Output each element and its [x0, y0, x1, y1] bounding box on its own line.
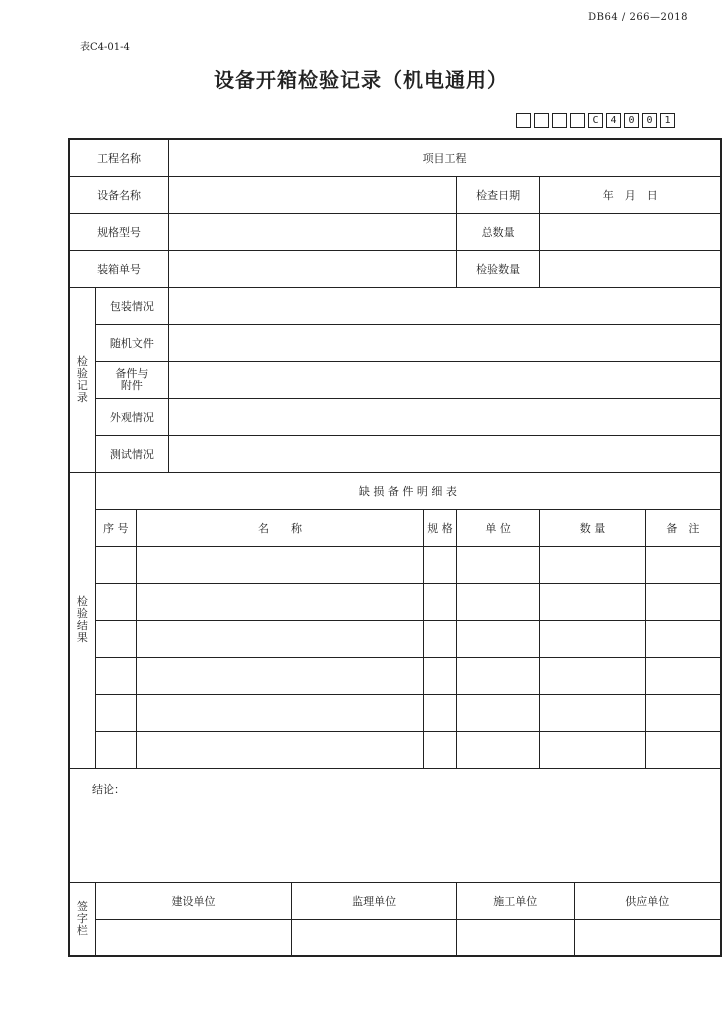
cell[interactable]	[540, 694, 645, 731]
col-header-unit: 单 位	[456, 509, 540, 546]
page-title: 设备开箱检验记录（机电通用）	[214, 68, 508, 92]
record-field-documents[interactable]	[169, 324, 721, 361]
total-qty-field[interactable]	[540, 213, 721, 250]
check-date-label: 检查日期	[456, 176, 540, 213]
inspect-qty-label: 检验数量	[456, 250, 540, 287]
cell[interactable]	[540, 731, 645, 768]
signature-label	[69, 882, 95, 956]
cell[interactable]	[95, 546, 136, 583]
code-box[interactable]	[570, 113, 585, 128]
cell[interactable]	[424, 583, 457, 620]
inspection-form-table	[68, 138, 722, 957]
cell[interactable]	[136, 583, 423, 620]
sig-unit-supervision: 监理单位	[292, 882, 457, 919]
table-row	[69, 694, 721, 731]
sig-field-contractor[interactable]	[456, 919, 574, 956]
defect-table-title: 缺 损 备 件 明 细 表	[95, 472, 721, 509]
record-item-spare-parts: 备件与 附件	[95, 361, 168, 398]
cell[interactable]	[645, 583, 721, 620]
code-box: 0	[642, 113, 657, 128]
vertical-label-text: 检验记录	[76, 354, 88, 404]
cell[interactable]	[136, 657, 423, 694]
table-row	[69, 620, 721, 657]
sig-field-construction[interactable]	[95, 919, 292, 956]
inspection-result-label	[69, 472, 95, 768]
cell[interactable]	[456, 620, 540, 657]
cell[interactable]	[540, 620, 645, 657]
record-item-documents: 随机文件	[95, 324, 168, 361]
cell[interactable]	[424, 657, 457, 694]
cell[interactable]	[424, 546, 457, 583]
table-row	[69, 731, 721, 768]
record-item-testing: 测试情况	[95, 435, 168, 472]
vertical-label-text: 签字栏	[76, 899, 88, 937]
equipment-name-field[interactable]	[169, 176, 457, 213]
record-field-appearance[interactable]	[169, 398, 721, 435]
record-item-packaging: 包装情况	[95, 287, 168, 324]
form-number: 表C4-01-4	[80, 42, 130, 53]
table-row	[69, 657, 721, 694]
cell[interactable]	[456, 583, 540, 620]
spec-model-field[interactable]	[169, 213, 457, 250]
project-name-value[interactable]: 项目工程	[169, 139, 721, 176]
col-header-remark: 备 注	[645, 509, 721, 546]
cell[interactable]	[136, 546, 423, 583]
cell[interactable]	[456, 731, 540, 768]
check-date-field[interactable]: 年 月 日	[540, 176, 721, 213]
code-box: 4	[606, 113, 621, 128]
box-no-label: 装箱单号	[69, 250, 169, 287]
total-qty-label: 总数量	[456, 213, 540, 250]
record-field-packaging[interactable]	[169, 287, 721, 324]
sig-unit-contractor: 施工单位	[456, 882, 574, 919]
cell[interactable]	[95, 731, 136, 768]
cell[interactable]	[136, 620, 423, 657]
cell[interactable]	[136, 731, 423, 768]
col-header-spec: 规 格	[424, 509, 457, 546]
code-box[interactable]	[534, 113, 549, 128]
code-box: C	[588, 113, 603, 128]
sig-field-supplier[interactable]	[574, 919, 721, 956]
sig-unit-supplier: 供应单位	[574, 882, 721, 919]
cell[interactable]	[95, 620, 136, 657]
cell[interactable]	[540, 657, 645, 694]
standard-number: DB64 / 266—2018	[588, 12, 688, 23]
cell[interactable]	[95, 657, 136, 694]
cell[interactable]	[540, 546, 645, 583]
record-code-boxes	[516, 113, 675, 128]
inspection-record-label	[69, 287, 95, 472]
inspect-qty-field[interactable]	[540, 250, 721, 287]
cell[interactable]	[456, 657, 540, 694]
vertical-label-text: 检验结果	[76, 595, 88, 644]
cell[interactable]	[424, 620, 457, 657]
equipment-name-label: 设备名称	[69, 176, 169, 213]
code-box[interactable]	[516, 113, 531, 128]
cell[interactable]	[645, 694, 721, 731]
record-item-appearance: 外观情况	[95, 398, 168, 435]
project-name-label: 工程名称	[69, 139, 169, 176]
table-row	[69, 546, 721, 583]
spec-model-label: 规格型号	[69, 213, 169, 250]
cell[interactable]	[456, 546, 540, 583]
cell[interactable]	[424, 694, 457, 731]
conclusion-field[interactable]	[69, 768, 721, 882]
cell[interactable]	[645, 546, 721, 583]
col-header-seq: 序 号	[95, 509, 136, 546]
cell[interactable]	[95, 583, 136, 620]
code-box: 0	[624, 113, 639, 128]
sig-field-supervision[interactable]	[292, 919, 457, 956]
cell[interactable]	[136, 694, 423, 731]
cell[interactable]	[424, 731, 457, 768]
cell[interactable]	[645, 620, 721, 657]
box-no-field[interactable]	[169, 250, 457, 287]
col-header-qty: 数 量	[540, 509, 645, 546]
code-box: 1	[660, 113, 675, 128]
cell[interactable]	[540, 583, 645, 620]
sig-unit-construction: 建设单位	[95, 882, 292, 919]
cell[interactable]	[645, 657, 721, 694]
record-field-spare-parts[interactable]	[169, 361, 721, 398]
cell[interactable]	[645, 731, 721, 768]
cell[interactable]	[95, 694, 136, 731]
table-row	[69, 583, 721, 620]
code-box[interactable]	[552, 113, 567, 128]
conclusion-label: 结论：	[92, 782, 125, 796]
col-header-name: 名 称	[136, 509, 423, 546]
cell[interactable]	[456, 694, 540, 731]
record-field-testing[interactable]	[169, 435, 721, 472]
